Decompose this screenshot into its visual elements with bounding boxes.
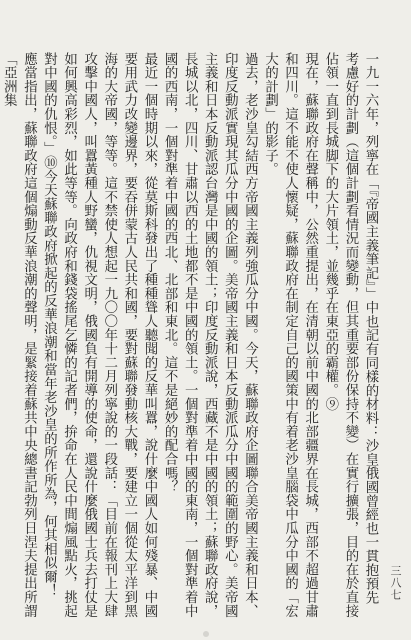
paragraph-4: 最近一個時期以來，從莫斯科發出了種種聳人聽聞的反華叫囂，說什麼中國人如何殘暴、中國要用武力改變邊界，要吞併蒙古人民共和國，要對蘇聯發動核大戰，要建立一個從太平洋到黑海的大帝國，等等。這不禁使人想起一九〇〇年十二月列寧說的一段話：「目前在報刊上大肆攻擊中國人，叫囂黃種人野蠻，仇視文明，俄國負有開導的使命，還說什麼俄國士兵去打仗是如何興高彩烈，如此等等。向政府和錢袋搖尾乞憐的記者們，拚命在人民中間煽風點火，挑起對中國的仇恨。」⑩今天蘇聯政府掀起的反華浪潮和當年老沙皇的所作所為，何其相似爾！ — [41, 52, 157, 618]
page-number: 三八七 — [389, 565, 402, 601]
paragraph-3: 過去，老沙皇勾結西方帝國主義列強瓜分中國。今天，蘇聯政府企圖聯合美帝國主義和日本、印度反動派實現其瓜分中國的企圖。美帝國主義和日本反動派瓜分中國的範圍的野心。美帝國主義和日本反動派認台灣是中國的領土；印度反動派說，西藏不是中國的領土；蘇聯政府說，長城以北，四川、甘肅以西的土地都不是中國的領土。一個對準着中國的東南，一個對準着中國的西南，一個對準着中國的西北、北部和東北。這不是絕妙的配合嗎？ — [162, 52, 258, 618]
paragraph-2: 現在，蘇聯政府在聲稱中，公然重提出，在清朝以前中國的北部疆界在長城，西部不超過甘肅和四川。這不能不使人懷疑，蘇聯政府在制定自己的國策中有着老沙皇腦袋中瓜分中國的「宏大的計劃」的影子。 — [262, 52, 318, 618]
vertical-text-body — [1, 52, 380, 618]
page-edge-mark — [203, 631, 209, 637]
paragraph-1: 一九一六年，列寧在「『帝國主義筆記』」中也記有同樣的材料：沙皇俄國曾經也一貫抱預先考慮好的計劃（這個計劃看情況而變動，但其重要部份保持不變）在實行擴張，目的在於直接佔領一直到長城脚下的大片領土，並幾乎在東亞的霸權。⑨ — [322, 52, 378, 618]
paragraph-5: 應當指出，蘇聯政府這個煽動反華浪潮的聲明，是緊接着蘇共中央總書記勃列日涅夫提出所謂「亞洲集 — [1, 52, 37, 618]
